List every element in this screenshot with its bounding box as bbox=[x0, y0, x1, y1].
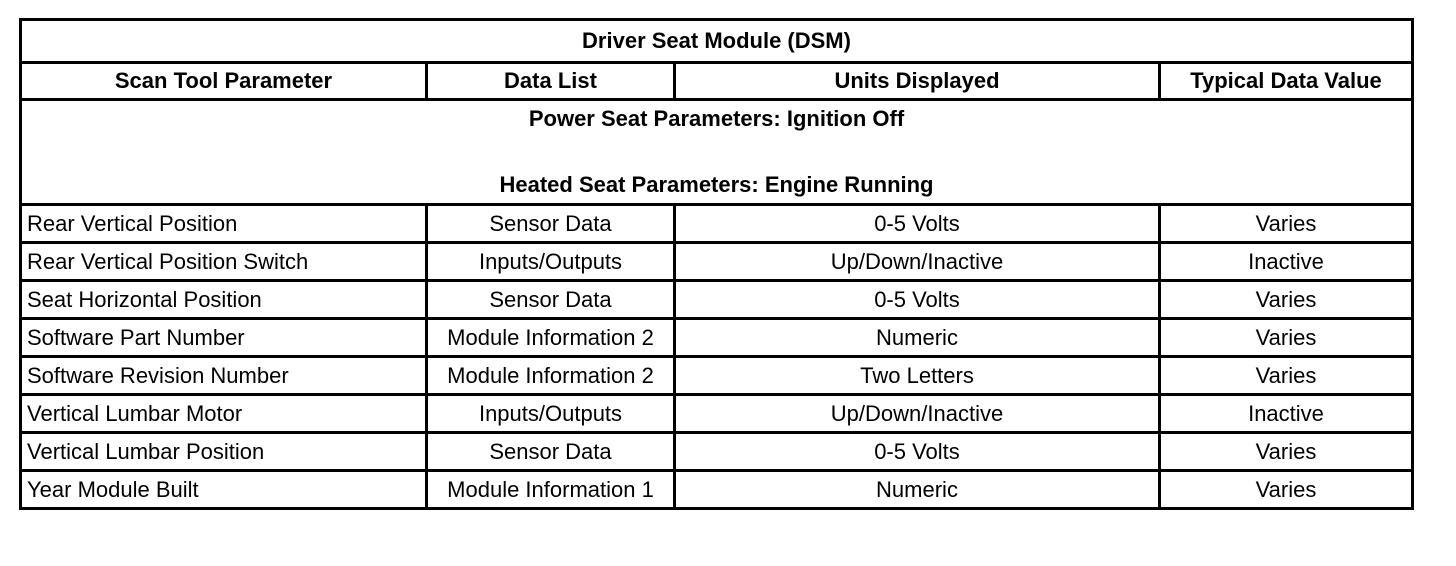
table-body bbox=[21, 205, 1413, 509]
cell-units-displayed: Up/Down/Inactive bbox=[675, 395, 1160, 433]
cell-typical-data-value: Varies bbox=[1160, 471, 1413, 509]
cell-units-displayed: 0-5 Volts bbox=[675, 281, 1160, 319]
cell-data-list: Inputs/Outputs bbox=[427, 395, 675, 433]
cell-typical-data-value: Inactive bbox=[1160, 395, 1413, 433]
table-title-row bbox=[21, 20, 1413, 63]
cell-typical-data-value: Inactive bbox=[1160, 243, 1413, 281]
cell-data-list: Sensor Data bbox=[427, 205, 675, 243]
cell-units-displayed: Two Letters bbox=[675, 357, 1160, 395]
cell-scan-tool-parameter: Rear Vertical Position Switch bbox=[21, 243, 427, 281]
cell-typical-data-value: Varies bbox=[1160, 433, 1413, 471]
cell-scan-tool-parameter: Software Part Number bbox=[21, 319, 427, 357]
cell-units-displayed: Numeric bbox=[675, 471, 1160, 509]
cell-units-displayed: Up/Down/Inactive bbox=[675, 243, 1160, 281]
table-row bbox=[21, 471, 1413, 509]
cell-scan-tool-parameter: Rear Vertical Position bbox=[21, 205, 427, 243]
header-typical-data-value: Typical Data Value bbox=[1160, 63, 1413, 100]
cell-scan-tool-parameter: Year Module Built bbox=[21, 471, 427, 509]
table-row bbox=[21, 395, 1413, 433]
cell-data-list: Module Information 2 bbox=[427, 357, 675, 395]
section-cell bbox=[21, 100, 1413, 205]
cell-data-list: Module Information 2 bbox=[427, 319, 675, 357]
cell-data-list: Module Information 1 bbox=[427, 471, 675, 509]
table-row bbox=[21, 205, 1413, 243]
table-row bbox=[21, 357, 1413, 395]
table-row bbox=[21, 281, 1413, 319]
section-power-seat-label: Power Seat Parameters: Ignition Off bbox=[528, 106, 905, 131]
cell-scan-tool-parameter: Vertical Lumbar Motor bbox=[21, 395, 427, 433]
cell-units-displayed: Numeric bbox=[675, 319, 1160, 357]
cell-units-displayed: 0-5 Volts bbox=[675, 433, 1160, 471]
table-header-row bbox=[21, 63, 1413, 100]
header-scan-tool-parameter: Scan Tool Parameter bbox=[21, 63, 427, 100]
cell-data-list: Inputs/Outputs bbox=[427, 243, 675, 281]
table-row bbox=[21, 433, 1413, 471]
cell-data-list: Sensor Data bbox=[427, 281, 675, 319]
section-heated-seat-label: Heated Seat Parameters: Engine Running bbox=[499, 172, 934, 197]
header-data-list: Data List bbox=[427, 63, 675, 100]
cell-typical-data-value: Varies bbox=[1160, 357, 1413, 395]
table-row bbox=[21, 243, 1413, 281]
section-row bbox=[21, 100, 1413, 205]
cell-scan-tool-parameter: Software Revision Number bbox=[21, 357, 427, 395]
table-title: Driver Seat Module (DSM) bbox=[21, 20, 1413, 63]
dsm-table-container bbox=[19, 18, 1411, 510]
cell-scan-tool-parameter: Seat Horizontal Position bbox=[21, 281, 427, 319]
cell-typical-data-value: Varies bbox=[1160, 319, 1413, 357]
cell-scan-tool-parameter: Vertical Lumbar Position bbox=[21, 433, 427, 471]
cell-data-list: Sensor Data bbox=[427, 433, 675, 471]
cell-units-displayed: 0-5 Volts bbox=[675, 205, 1160, 243]
dsm-parameter-table bbox=[19, 18, 1414, 510]
cell-typical-data-value: Varies bbox=[1160, 281, 1413, 319]
table-row bbox=[21, 319, 1413, 357]
header-units-displayed: Units Displayed bbox=[675, 63, 1160, 100]
cell-typical-data-value: Varies bbox=[1160, 205, 1413, 243]
